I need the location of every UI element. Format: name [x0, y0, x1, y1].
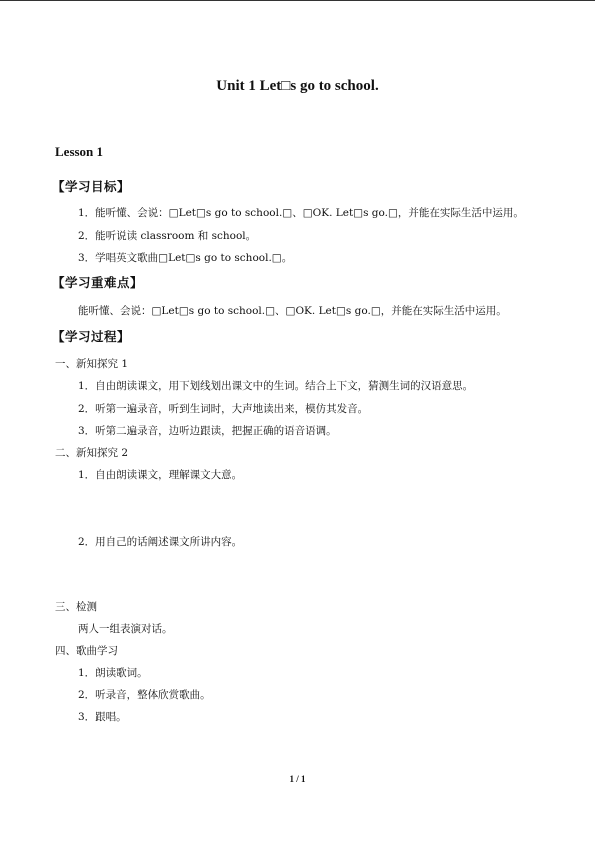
top-border-line [0, 0, 595, 1]
lesson-label: Lesson 1 [55, 144, 104, 159]
section-title: 四、歌曲学习 [55, 645, 118, 657]
section-item: 1．自由朗读课文，理解课文大意。 [78, 469, 243, 481]
section-title: 二、新知探究 2 [55, 447, 129, 459]
page-number: 1 / 1 [289, 774, 306, 784]
heading-key-points: 【学习重难点】 [52, 275, 144, 290]
heading-objectives: 【学习目标】 [52, 179, 131, 194]
document-title: Unit 1 Let□s go to school. [216, 78, 379, 94]
section-item: 1．朗读歌词。 [78, 667, 148, 679]
section-text: 两人一组表演对话。 [78, 623, 173, 635]
section-item: 3．跟唱。 [78, 711, 127, 723]
section-title: 三、检测 [55, 601, 97, 613]
objective-item: 1．能听懂、会说：□Let□s go to school.□、□OK. Let□s go.□，并能在实际生活中运用。 [78, 207, 524, 219]
section-item: 2．听录音，整体欣赏歌曲。 [78, 689, 211, 701]
objective-item: 2．能听说读 classroom 和 school。 [78, 230, 257, 242]
section-item: 1．自由朗读课文，用下划线划出课文中的生词。结合上下文，猜测生词的汉语意思。 [78, 380, 474, 392]
objective-item: 3．学唱英文歌曲□Let□s go to school.□。 [78, 252, 293, 264]
section-item: 3．听第二遍录音，边听边跟读，把握正确的语音语调。 [78, 425, 337, 437]
section-item: 2．听第一遍录音，听到生词时，大声地读出来，模仿其发音。 [78, 403, 369, 415]
section-title: 一、新知探究 1 [55, 358, 129, 370]
heading-process: 【学习过程】 [52, 329, 131, 344]
key-points-text: 能听懂、会说：□Let□s go to school.□、□OK. Let□s go.□，并能在实际生活中运用。 [78, 305, 507, 317]
section-item: 2．用自己的话阐述课文所讲内容。 [78, 536, 243, 548]
